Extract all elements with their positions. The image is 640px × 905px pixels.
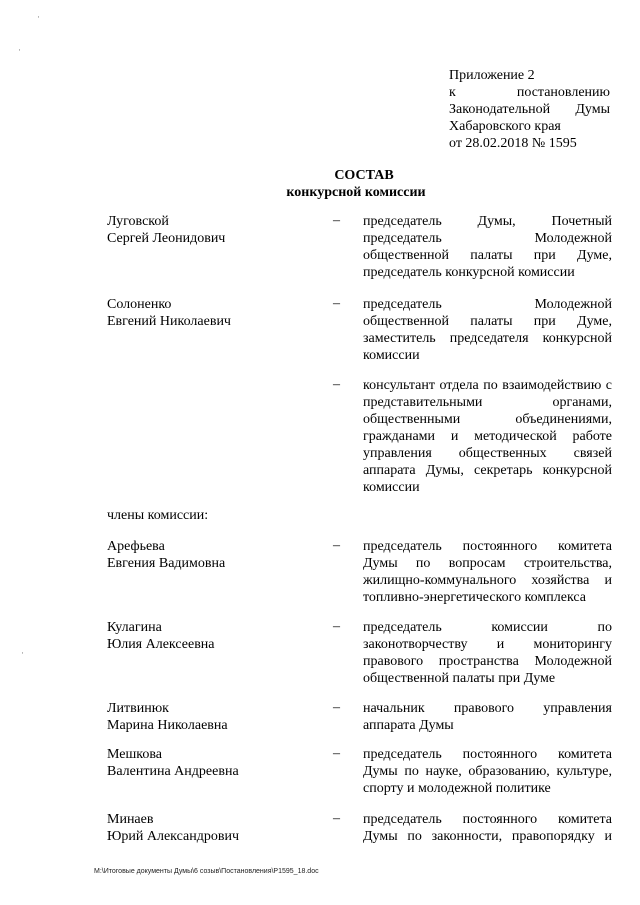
role-line: гражданами и методической работе <box>363 429 612 444</box>
role-line: председатель постоянного комитета <box>363 812 612 827</box>
member-given-names: Сергей Леонидович <box>107 231 226 246</box>
role-line: комиссии <box>363 480 420 495</box>
scan-mark: · <box>37 12 40 22</box>
role-line: заместитель председателя конкурсной <box>363 331 612 346</box>
role-line: начальник правового управления <box>363 701 612 716</box>
role-line: топливно-энергетического комплекса <box>363 590 586 605</box>
role-line: председатель Молодежной <box>363 297 612 312</box>
role-line: председатель постоянного комитета <box>363 747 612 762</box>
member-name <box>107 296 327 330</box>
member-role <box>363 811 612 845</box>
member-surname: Кулагина <box>107 620 162 635</box>
dash-separator: – <box>333 213 340 228</box>
document-file-path: М:\Итоговые документы Думы\6 созыв\Постановления\Р1595_18.doc <box>94 868 319 875</box>
appendix-line: Хабаровского края <box>449 119 561 134</box>
member-role <box>363 619 612 687</box>
appendix-block <box>449 67 610 152</box>
appendix-word: постановлению <box>516 85 610 100</box>
role-line: председатель комиссии по <box>363 620 612 635</box>
dash-separator: – <box>333 296 340 311</box>
role-line: общественной палаты при Думе <box>363 671 556 686</box>
member-surname: Мешкова <box>107 747 162 762</box>
member-given-names: Марина Николаевна <box>107 718 228 733</box>
role-line: Думы по вопросам строительства, <box>363 556 612 571</box>
member-name <box>107 811 327 845</box>
title-line: конкурсной комиссии <box>286 185 426 200</box>
role-line: председатель Молодежной <box>363 231 612 246</box>
dash-separator: – <box>333 700 340 715</box>
appendix-word: к <box>449 85 456 100</box>
role-line: жилищно-коммунального хозяйства и <box>363 573 612 588</box>
member-surname: Минаев <box>107 812 154 827</box>
member-name <box>107 538 327 572</box>
role-line: спорту и молодежной политике <box>363 781 551 796</box>
appendix-line: Приложение 2 <box>449 68 535 83</box>
role-line: правового пространства Молодежной <box>363 654 612 669</box>
member-surname: Луговской <box>107 214 169 229</box>
role-line: председатель Думы, Почетный <box>363 214 612 229</box>
member-role <box>363 213 612 281</box>
member-role <box>363 538 612 606</box>
scan-mark: · <box>21 648 24 658</box>
role-line: председатель конкурсной комиссии <box>363 265 575 280</box>
dash-separator: – <box>333 377 340 392</box>
member-given-names: Юлия Алексеевна <box>107 637 215 652</box>
scan-mark: · <box>18 45 21 55</box>
member-role <box>363 700 612 734</box>
member-name <box>107 619 327 653</box>
member-given-names: Евгения Вадимовна <box>107 556 226 571</box>
role-line: комиссии <box>363 348 420 363</box>
member-given-names: Юрий Александрович <box>107 829 239 844</box>
dash-separator: – <box>333 619 340 634</box>
role-line: председатель постоянного комитета <box>363 539 612 554</box>
member-role <box>363 377 612 496</box>
role-line: управления общественных связей <box>363 446 612 461</box>
dash-separator: – <box>333 538 340 553</box>
member-role <box>363 296 612 364</box>
role-line: законотворчеству и мониторингу <box>363 637 612 652</box>
members-label: члены комиссии: <box>107 508 209 523</box>
role-line: общественной палаты при Думе, <box>363 314 612 329</box>
appendix-word: Думы <box>575 102 610 117</box>
dash-separator: – <box>333 811 340 826</box>
member-name <box>107 700 327 734</box>
appendix-line <box>449 101 610 118</box>
role-line: представительными органами, <box>363 395 612 410</box>
member-surname: Арефьева <box>107 539 165 554</box>
title-line: СОСТАВ <box>334 168 394 183</box>
member-given-names: Валентина Андреевна <box>107 764 239 779</box>
role-line: Думы по науке, образованию, культуре, <box>363 764 612 779</box>
appendix-line <box>449 84 610 101</box>
member-surname: Литвинюк <box>107 701 169 716</box>
member-surname: Солоненко <box>107 297 172 312</box>
role-line: аппарата Думы <box>363 718 454 733</box>
member-given-names: Евгений Николаевич <box>107 314 231 329</box>
role-line: Думы по законности, правопорядку и <box>363 829 612 844</box>
appendix-word: Законодательной <box>449 102 551 117</box>
role-line: общественной палаты при Думе, <box>363 248 612 263</box>
member-name <box>107 213 327 247</box>
appendix-line: от 28.02.2018 № 1595 <box>449 136 577 151</box>
document-title <box>0 167 640 201</box>
role-line: общественными объединениями, <box>363 412 612 427</box>
role-line: консультант отдела по взаимодействию с <box>363 378 612 393</box>
member-name <box>107 746 327 780</box>
role-line: аппарата Думы, секретарь конкурсной <box>363 463 612 478</box>
member-role <box>363 746 612 797</box>
dash-separator: – <box>333 746 340 761</box>
